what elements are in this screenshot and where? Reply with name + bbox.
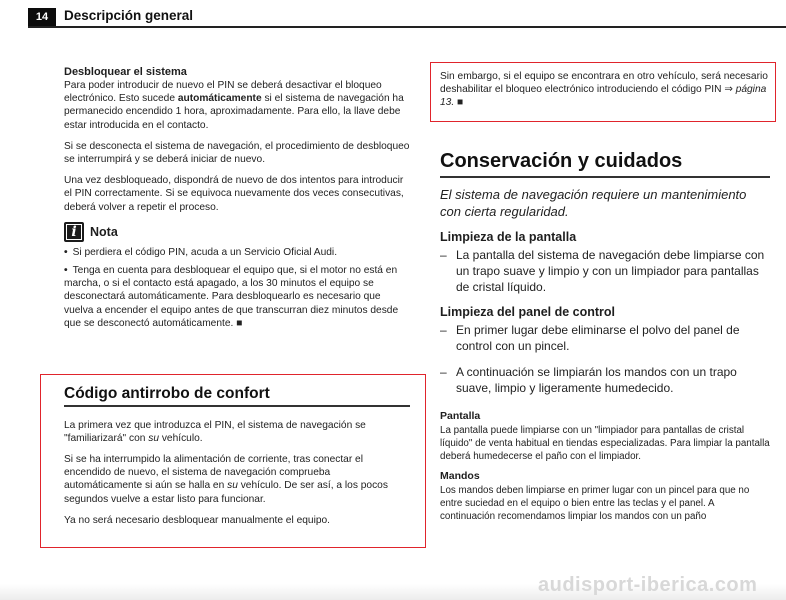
info-icon: i [64,222,84,242]
dash-icon: – [440,247,447,262]
screen-cleaning-heading: Limpieza de la pantalla [440,229,577,244]
comfort-heading-rule [64,405,410,407]
dash-icon: – [440,364,447,379]
unlock-paragraph-1: Para poder introducir de nuevo el PIN se deberá desactivar el bloqueo electrónico. Esto sucede automáticamente si el sistema de navegación ha permanecido encendido 1 hora, aproximadamente. Para ello, la llave debe estar introducida en el contacto. [64,80,404,131]
unlock-paragraph-2: Si se desconecta el sistema de navegación, el procedimiento de desbloqueo se interrumpirá y se deberá iniciar de nuevo. [64,140,410,166]
comfort-heading: Código antirrobo de confort [64,385,270,402]
continuation-box [430,62,776,122]
note-title: Nota [90,224,118,239]
screen-cleaning-item: – La pantalla del sistema de navegación debe limpiarse con un trapo suave y limpio y con un limpiador para pantallas de cristal líquido. [440,247,765,294]
pantalla-heading: Pantalla [440,409,481,422]
comfort-antitheft-box [40,374,426,548]
comfort-paragraph-1: La primera vez que introduzca el PIN, el sistema de navegación se "familiarizará" con su vehículo. [64,419,366,444]
care-intro: El sistema de navegación requiere un mantenimiento con cierta regularidad. [440,186,747,219]
unlock-paragraph-3: Una vez desbloqueado, dispondrá de nuevo de dos intentos para introducir el PIN correctamente. Si se equivoca nuevamente dos veces consecutivas, deberá volver a repetir el proceso. [64,175,404,213]
page-number: 14 [28,8,56,26]
header-rule [28,26,786,28]
dash-icon: – [440,322,447,337]
note-bullet-1: • Si perdiera el código PIN, acuda a un Servicio Oficial Audi. [64,246,338,258]
comfort-paragraph-2: Si se ha interrumpido la alimentación de corriente, tras conectar el encendido de nuevo, el sistema de navegación comprueba automáticamente si aún se halla en su vehículo. De ser así, a los pocos segundos vuelve a estar listo para funcionar. [64,453,388,505]
care-heading: Conservación y cuidados [440,150,683,172]
note-header [64,222,410,242]
bullet-icon: • [64,265,68,277]
mandos-heading: Mandos [440,469,480,482]
care-heading-rule [440,176,770,178]
panel-cleaning-heading: Limpieza del panel de control [440,304,616,319]
pantalla-text: La pantalla puede limpiarse con un "limpiador para pantallas de cristal líquido" de venta habitual en tiendas especializadas. Para limpiar la pantalla deberá humedecerse el paño con el limpiador. [440,424,770,462]
continuation-text: Sin embargo, si el equipo se encontrara en otro vehículo, será necesario deshabilitar el bloqueo electrónico introduciendo el código PIN ⇒ página 13. ■ [440,71,768,109]
page-reference[interactable]: página 13. [440,84,767,109]
left-column [64,66,410,335]
unlock-heading: Desbloquear el sistema [64,66,187,78]
note-bullet-2: • Tenga en cuenta para desbloquear el equipo que, si el motor no está en marcha, o si el contacto está apagado, a los 30 minutos el equipo se desconectará automáticamente. Para desbloquearlo es necesario que vuelva a encender el equipo antes de que transcurran diez minutos desde que se desconectó automáticamente. ■ [64,265,399,329]
arrow-right-icon: ⇒ [724,84,733,96]
bullet-icon: • [64,246,68,258]
end-mark: ■ [236,317,243,329]
watermark: audisport-iberica.com [538,574,758,596]
mandos-text: Los mandos deben limpiarse en primer lugar con un pincel para que no entre suciedad en el equipo o bien entre las teclas y el panel. A continuación recomendamos limpiar los mandos con un paño [440,484,750,522]
right-column [440,150,770,530]
comfort-paragraph-3: Ya no será necesario desbloquear manualmente el equipo. [64,514,330,526]
panel-cleaning-item-2: – A continuación se limpiarán los mandos con un trapo suave, limpio y ligeramente humedecido. [440,364,737,395]
panel-cleaning-item-1: – En primer lugar debe eliminarse el polvo del panel de control con un pincel. [440,322,740,353]
page-header [0,0,786,30]
section-title: Descripción general [64,8,194,23]
